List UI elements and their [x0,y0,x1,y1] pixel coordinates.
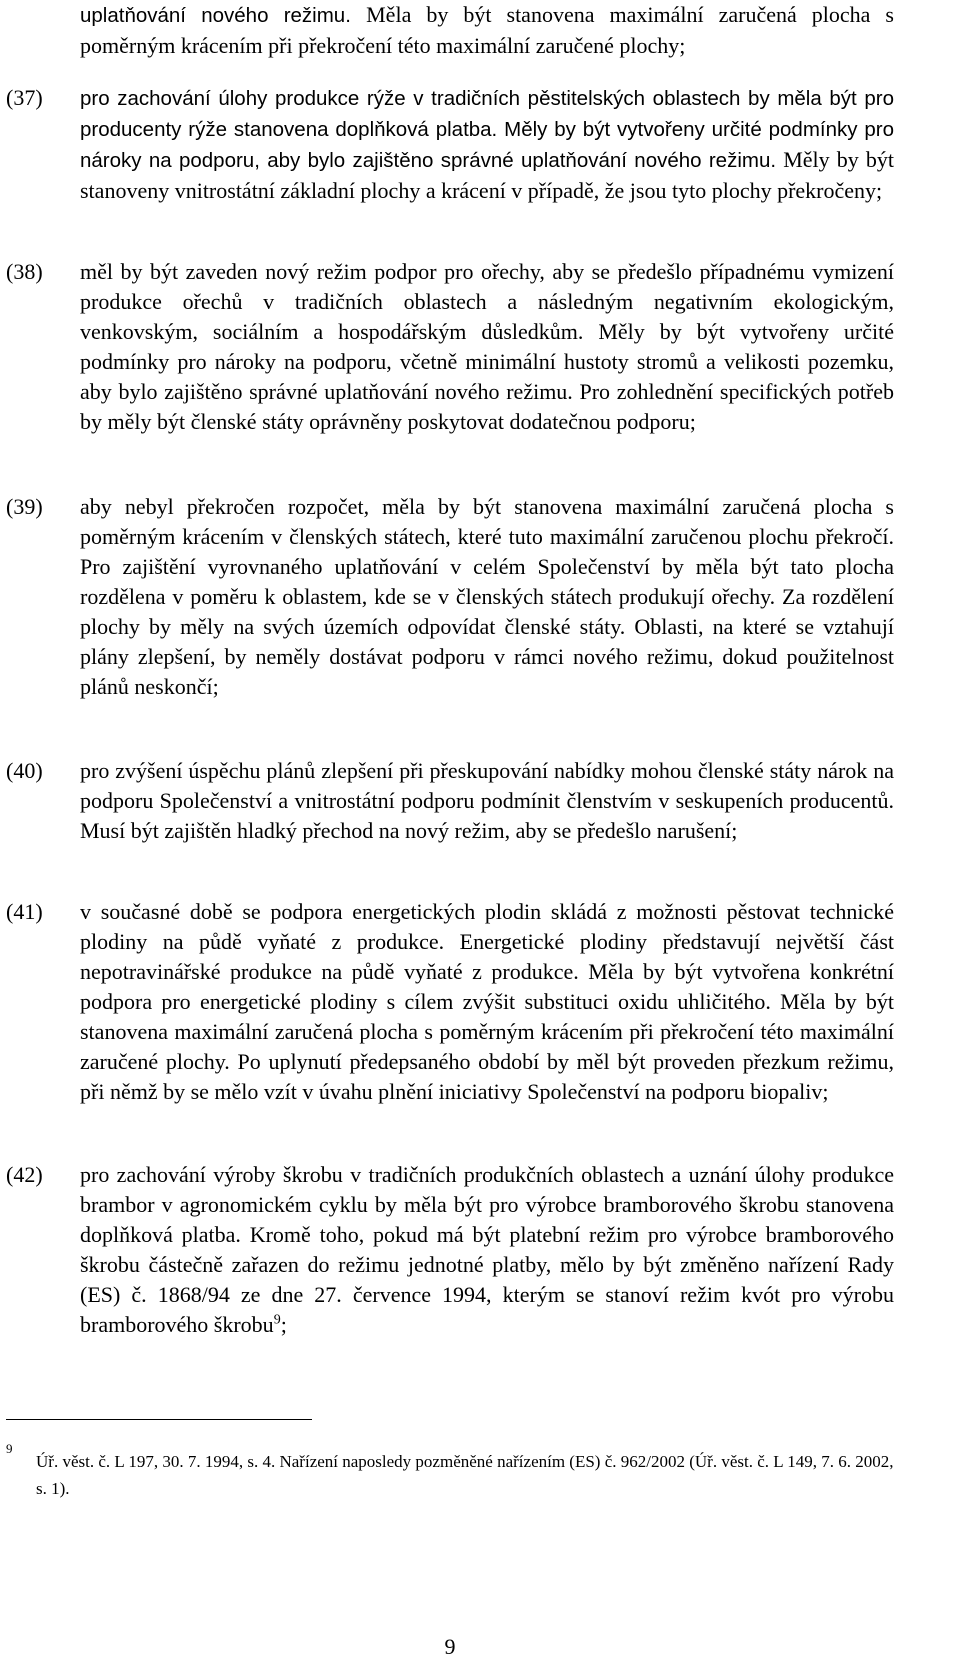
recital-text: aby nebyl překročen rozpočet, měla by být stanovena maximální zaručená plocha s poměrným krácením v členských státech, které tuto maximální zaručenou plochu překročí. Pro zajištění vyrovnaného uplatňování v celém Společenství by měla být tato plocha rozdělena v poměru k oblastem, kde se v členských státech produkují ořechy. Za rozdělení plochy by měly na svých územích odpovídat členské státy. Oblasti, na které se vztahují plány zlepšení, by neměly dostávat podporu v rámci nového režimu, dokud použitelnost plánů neskončí; [80,494,894,699]
recital-number: (37) [6,85,43,110]
recital-number: (41) [6,899,43,924]
recital-text: v současné době se podpora energetických plodin skládá z možnosti pěstovat technické plodiny na půdě vyňaté z produkce. Energetické plodiny představují největší část nepotravinářské produkce na půdě vyňaté z produkce. Měla by být vytvořena konkrétní podpora pro energetické plodiny s cílem zvýšit substituci oxidu uhličitého. Měla by být stanovena maximální zaručená plocha s poměrným krácením při překročení této maximální zaručené plochy. Po uplynutí předepsaného období by měl být proveden přezkum režimu, při němž by se mělo vzít v úvahu plnění iniciativy Společenství na podporu biopaliv; [80,899,894,1104]
footnote-separator [6,1419,312,1420]
recital-number: (40) [6,758,43,783]
recital-text: pro zvýšení úspěchu plánů zlepšení při přeskupování nabídky mohou členské státy nárok na podporu Společenství a vnitrostátní podporu podmínit členstvím v seskupeních producentů. Musí být zajištěn hladký přechod na nový režim, aby se předešlo narušení; [80,758,894,843]
recital-text [80,83,894,206]
footnote-text: Úř. věst. č. L 197, 30. 7. 1994, s. 4. Nařízení naposledy pozměněné nařízením (ES) č. 962/2002 (Úř. věst. č. L 149, 7. 6. 2002, s. 1). [36,1452,894,1498]
recital-number: (42) [6,1162,43,1187]
footnote-reference: 9 [273,1312,281,1328]
recital-text-serif: Měly by být stanoveny vnitrostátní základní plochy a krácení v případě, že jsou tyto plochy překročeny; [80,147,894,203]
recital-text: měl by být zaveden nový režim podpor pro ořechy, aby se předešlo případnému vymizení produkce ořechů v tradičních oblastech a následným negativním ekologickým, venkovským, sociálním a hospodářským důsledkům. Měly by být vytvořeny určité podmínky pro nároky na podporu, včetně minimální hustoty stromů a velikosti pozemku, aby bylo zajištěno správné uplatňování nového režimu. Pro zohlednění specifických potřeb by měly být členské státy oprávněny poskytovat dodatečnou podporu; [80,259,894,434]
footnote-marker: 9 [6,1441,13,1456]
recital-text-main: pro zachování výroby škrobu v tradičních produkčních oblastech a uznání úlohy produkce brambor v agronomickém cyklu by měla být pro výrobce bramborového škrobu stanovena doplňková platba. Kromě toho, pokud má být platební režim pro výrobce bramborového škrobu částečně zařazen do režimu jednotné platby, mělo by být změněno nařízení Rady (ES) č. 1868/94 ze dne 27. července 1994, kterým se stanoví režim kvót pro výrobu bramborového škrobu [80,1162,894,1337]
recital-text [80,1160,894,1340]
recital-text-end: ; [280,1312,287,1337]
recital-number: (39) [6,494,43,519]
recital-text-sans: pro zachování úlohy produkce rýže v tradičních pěstitelských oblastech by měla být pro producenty rýže stanovena doplňková platba. Měly by být vytvořeny určité podmínky pro nároky na podporu, aby bylo zajištěno správné uplatňování nového režimu. [80,87,894,172]
recital-number: (38) [6,259,43,284]
intro-text [80,0,894,61]
intro-text-main: Měla by být stanovena maximální zaručená plocha s poměrným krácením při překročení této maximální zaručené plochy; [80,2,894,58]
page-number: 9 [444,1634,456,1659]
intro-text-pre: uplatňování nového režimu. [80,4,367,27]
